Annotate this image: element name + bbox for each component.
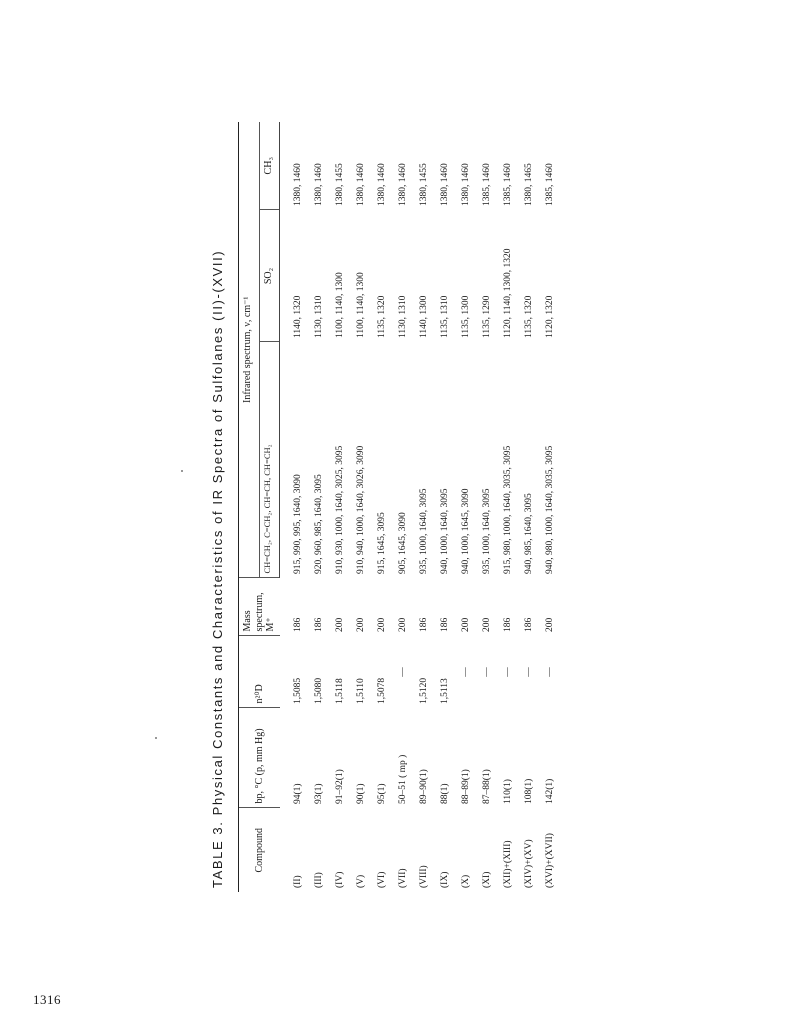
table-row	[372, 122, 393, 892]
cell-bp: 88(1)	[440, 783, 451, 804]
cell-nd: —	[524, 667, 535, 677]
cell-compound: (IX)	[440, 871, 451, 888]
table-row	[477, 122, 498, 892]
header-nd: n²⁰D	[239, 636, 280, 708]
cell-compound: (II)	[292, 875, 303, 888]
cell-mass: 200	[335, 617, 346, 632]
cell-ch: 910, 940, 1000, 1640, 3026, 3090	[356, 445, 367, 574]
cell-nd: —	[503, 667, 514, 677]
header-bp: bp, °C (p, mm Hg)	[239, 708, 280, 808]
cell-ch3: 1380, 1460	[440, 163, 451, 206]
cell-ch: 905, 1645, 3090	[398, 512, 409, 574]
cell-compound: (XIV)+(XV)	[524, 839, 535, 888]
cell-ch3: 1385, 1460	[482, 163, 493, 206]
cell-bp: 89–90(1)	[419, 769, 430, 804]
cell-so2: 1135, 1320	[377, 295, 388, 338]
cell-nd: 1,5113	[440, 678, 451, 704]
cell-bp: 142(1)	[545, 778, 556, 804]
scan-speck	[181, 470, 183, 472]
cell-so2: 1100, 1140, 1300	[335, 272, 346, 338]
cell-ch: 915, 990, 995, 1640, 3090	[293, 474, 304, 574]
cell-so2: 1135, 1310	[440, 295, 451, 338]
cell-ch: 935, 1000, 1640, 3095	[482, 488, 493, 574]
cell-bp: 50–51 ( mp )	[398, 754, 409, 804]
cell-nd: —	[398, 667, 409, 677]
cell-nd: 1,5118	[335, 678, 346, 704]
cell-ch: 915, 980, 1000, 1640, 3035, 3095	[503, 445, 514, 574]
table-title: TABLE 3. Physical Constants and Characteristics of IR Spectra of Sulfolanes (II)-(XVII)	[210, 249, 225, 888]
cell-bp: 95(1)	[377, 783, 388, 804]
cell-nd: 1,5110	[356, 678, 367, 704]
cell-ch3: 1380, 1460	[377, 163, 388, 206]
cell-bp: 93(1)	[314, 783, 325, 804]
table-row	[280, 122, 310, 892]
cell-ch: 940, 980, 1000, 1640, 3035, 3095	[545, 445, 556, 574]
cell-ch3: 1380, 1460	[356, 163, 367, 206]
header-so2: SO₂	[259, 210, 280, 342]
cell-bp: 94(1)	[292, 783, 303, 804]
cell-mass: 200	[545, 617, 556, 632]
cell-so2: 1120, 1320	[545, 295, 556, 338]
cell-mass: 200	[482, 617, 493, 632]
cell-compound: (X)	[461, 874, 472, 888]
table-row	[435, 122, 456, 892]
cell-so2: 1130, 1310	[314, 295, 325, 338]
cell-so2: 1140, 1300	[419, 295, 430, 338]
cell-so2: 1120, 1140, 1300, 1320	[503, 248, 514, 338]
sulfolanes-table	[238, 122, 561, 892]
cell-ch3: 1380, 1455	[335, 163, 346, 206]
cell-ch3: 1380, 1455	[419, 163, 430, 206]
table-row	[498, 122, 519, 892]
cell-ch: 940, 985, 1640, 3095	[524, 493, 535, 574]
cell-ch: 915, 1645, 3095	[377, 512, 388, 574]
cell-so2: 1100, 1140, 1300	[356, 272, 367, 338]
cell-ch: 910, 930, 1000, 1640, 3025, 3095	[335, 445, 346, 574]
cell-ch3: 1380, 1460	[398, 163, 409, 206]
table-row	[456, 122, 477, 892]
cell-mass: 186	[419, 617, 430, 632]
header-ch: CH=CH₂, C=CH₂, CH=CH, CH=CH₂	[259, 342, 280, 578]
cell-ch3: 1380, 1460	[314, 163, 325, 206]
scan-speck	[155, 737, 157, 739]
cell-bp: 110(1)	[503, 779, 514, 804]
cell-mass: 186	[440, 617, 451, 632]
cell-ch: 935, 1000, 1640, 3095	[419, 488, 430, 574]
header-ir-group: Infrared spectrum, ν, cm⁻¹	[239, 122, 260, 578]
cell-ch3: 1380, 1465	[524, 163, 535, 206]
cell-so2: 1130, 1310	[398, 295, 409, 338]
cell-compound: (III)	[314, 872, 325, 888]
cell-compound: (VIII)	[419, 865, 430, 888]
table-row	[351, 122, 372, 892]
cell-nd: —	[461, 667, 472, 677]
cell-nd: 1,5080	[314, 677, 325, 704]
cell-nd: —	[545, 667, 556, 677]
cell-ch: 920, 960, 985, 1640, 3095	[314, 474, 325, 574]
cell-bp: 108(1)	[524, 778, 535, 804]
header-mass: Mass spectrum, M⁺	[239, 578, 280, 636]
cell-ch3: 1385, 1460	[503, 163, 514, 206]
cell-ch: 940, 1000, 1640, 3095	[440, 488, 451, 574]
cell-nd: 1,5120	[419, 677, 430, 704]
cell-compound: (XVI)+(XVII)	[545, 833, 556, 888]
page-number: 1316	[33, 992, 61, 1007]
table-row	[540, 122, 561, 892]
cell-nd: 1,5078	[377, 677, 388, 704]
cell-bp: 91–92(1)	[335, 769, 346, 804]
table-row	[330, 122, 351, 892]
table-row	[414, 122, 435, 892]
cell-so2: 1135, 1290	[482, 295, 493, 338]
cell-nd: 1,5085	[292, 677, 303, 704]
cell-bp: 88–89(1)	[461, 769, 472, 804]
cell-so2: 1135, 1320	[524, 295, 535, 338]
cell-so2: 1135, 1300	[461, 295, 472, 338]
cell-compound: (IV)	[335, 871, 346, 888]
table-row	[519, 122, 540, 892]
cell-so2: 1140, 1320	[293, 295, 304, 338]
cell-bp: 87–88(1)	[482, 769, 493, 804]
cell-ch: 940, 1000, 1645, 3090	[461, 488, 472, 574]
header-ch3: CH₃	[259, 122, 280, 210]
cell-mass: 186	[292, 617, 303, 632]
cell-mass: 186	[524, 617, 535, 632]
cell-mass: 200	[398, 617, 409, 632]
cell-compound: (VI)	[377, 871, 388, 888]
cell-mass: 186	[503, 617, 514, 632]
cell-compound: (VII)	[398, 868, 409, 888]
cell-compound: (XII)+(XIII)	[503, 840, 514, 888]
cell-nd: —	[482, 667, 493, 677]
cell-bp: 90(1)	[356, 783, 367, 804]
rotated-table-block	[210, 122, 640, 892]
cell-compound: (XI)	[482, 871, 493, 888]
cell-compound: (V)	[356, 874, 367, 888]
header-compound: Compound	[239, 808, 280, 892]
table-row	[309, 122, 330, 892]
cell-mass: 186	[314, 617, 325, 632]
table-row	[393, 122, 414, 892]
cell-ch3: 1380, 1460	[293, 163, 304, 206]
cell-mass: 200	[377, 617, 388, 632]
cell-ch3: 1385, 1460	[545, 163, 556, 206]
cell-mass: 200	[356, 617, 367, 632]
cell-mass: 200	[461, 617, 472, 632]
cell-ch3: 1380, 1460	[461, 163, 472, 206]
